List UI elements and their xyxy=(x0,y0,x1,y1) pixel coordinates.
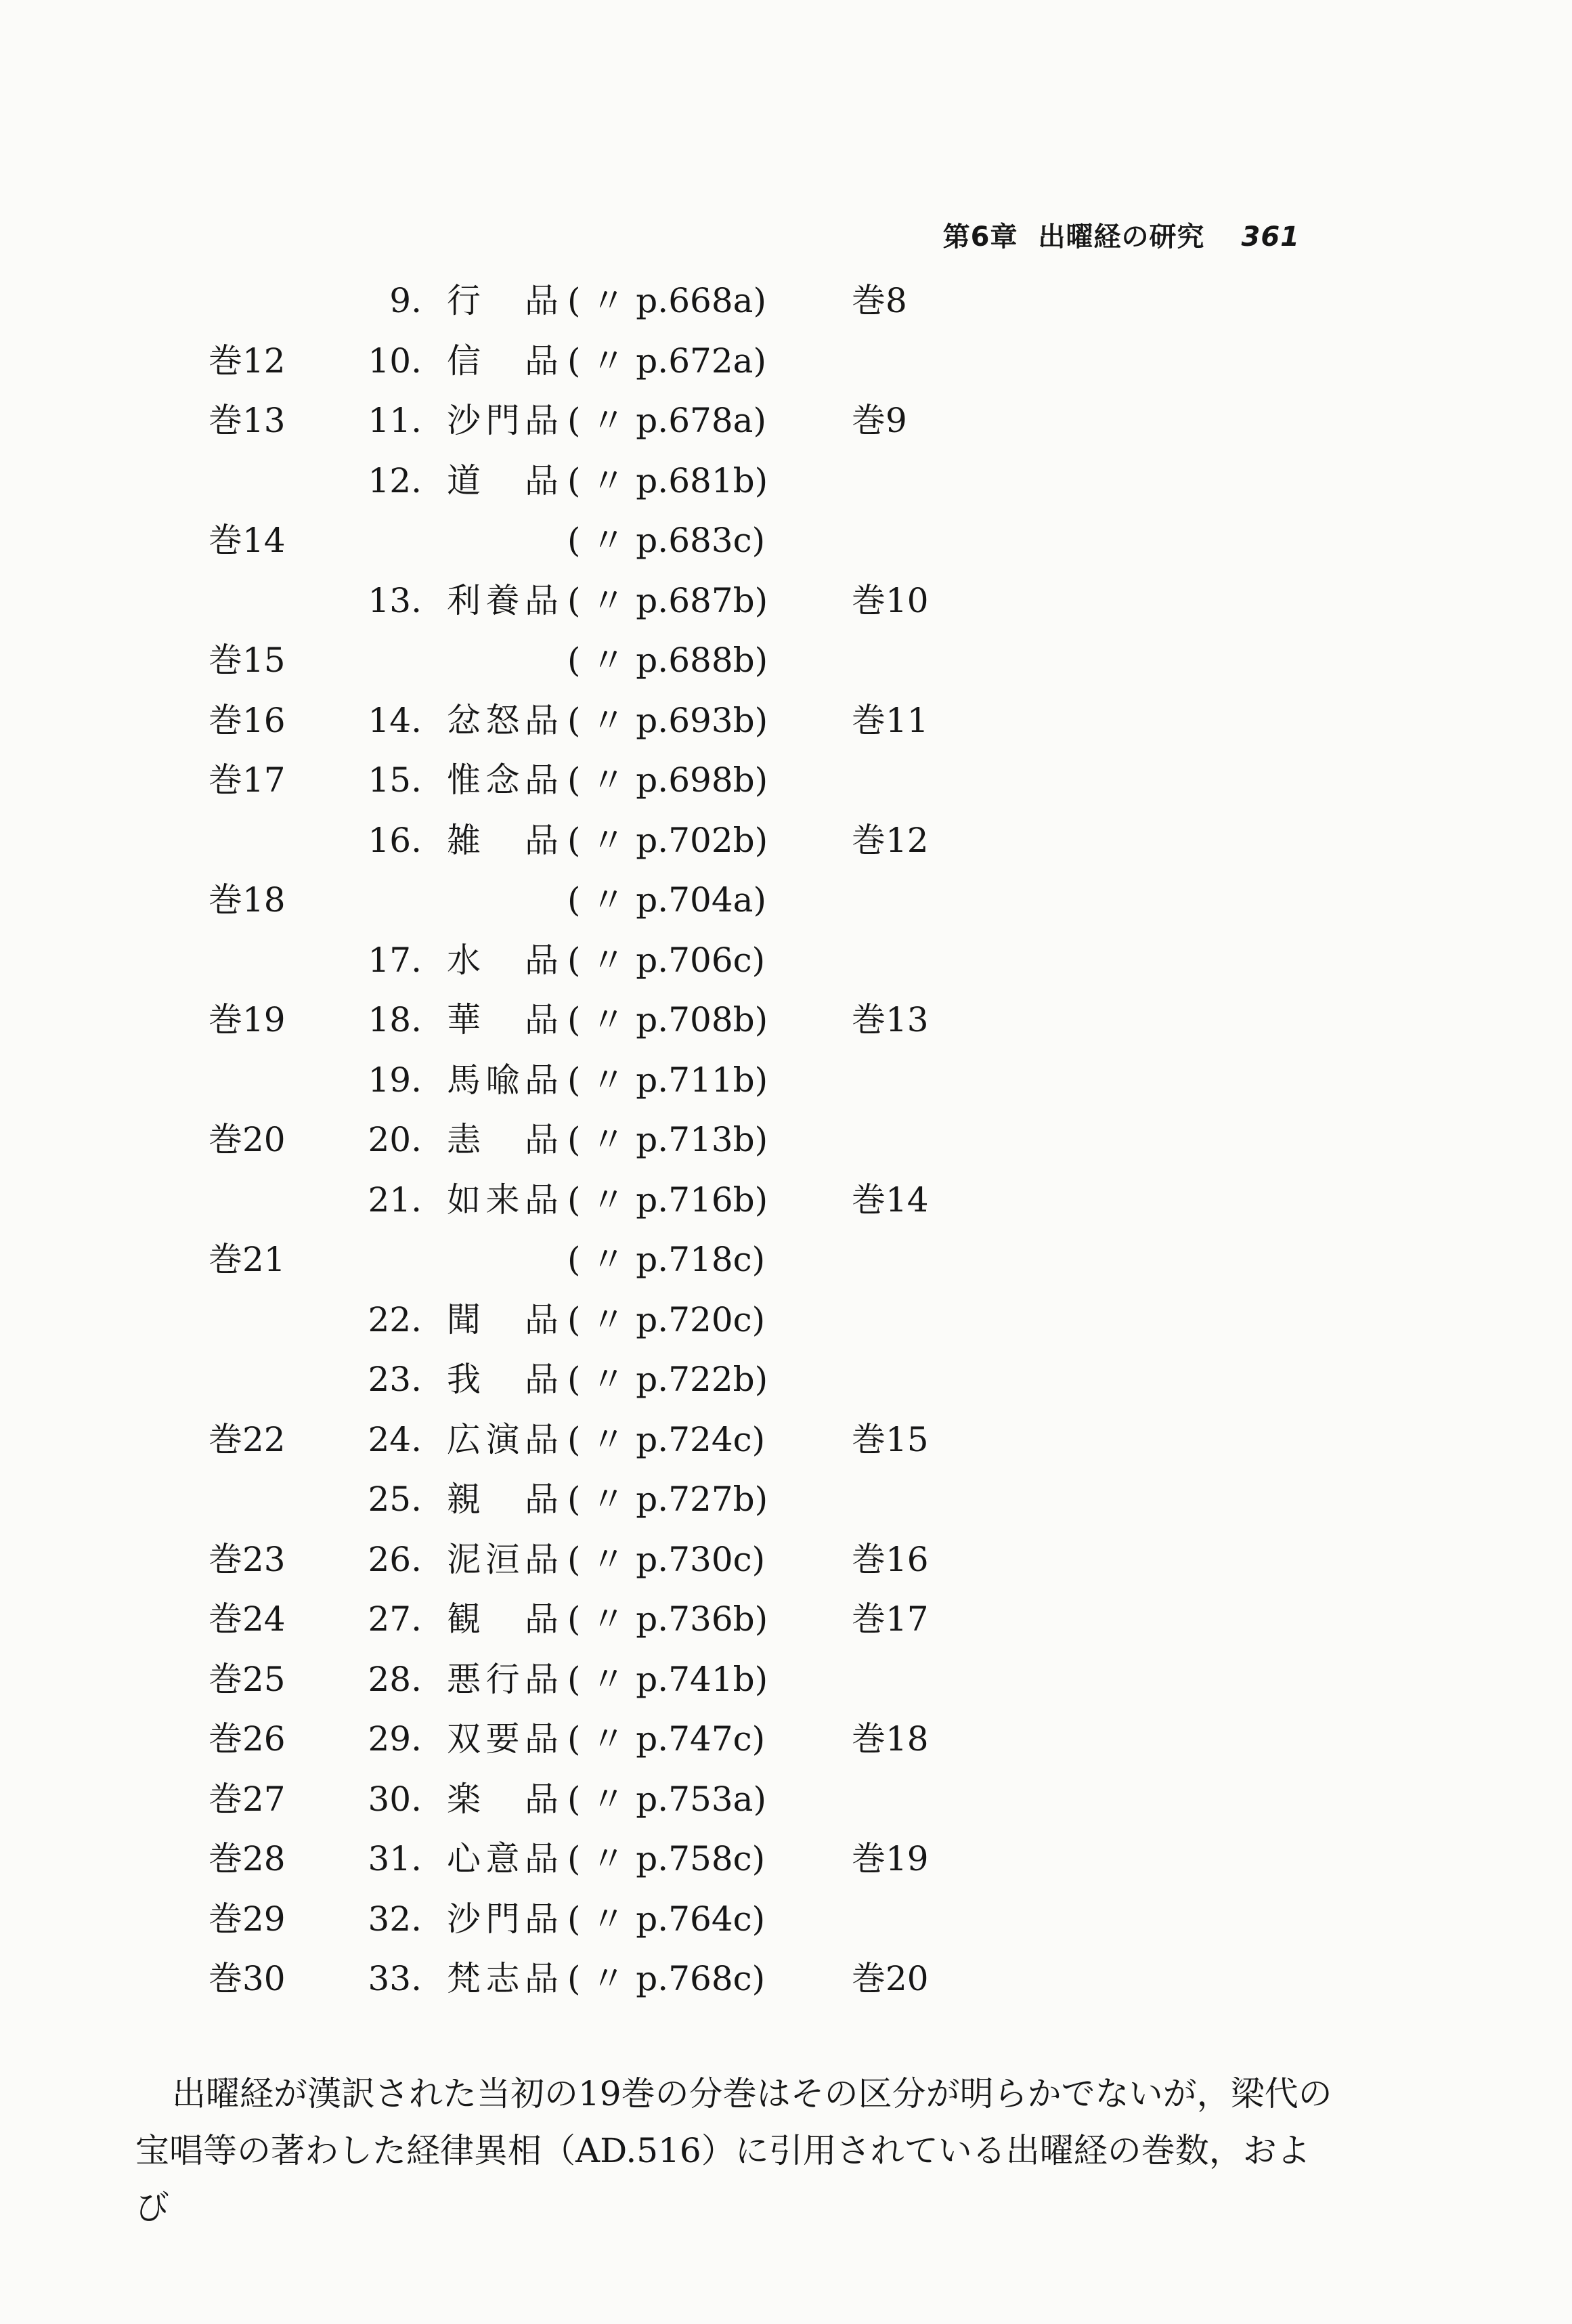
chapter-title: 行 品 xyxy=(447,281,559,320)
page-reference: ( 〃 p.668a) xyxy=(567,281,766,320)
page-reference: ( 〃 p.764c) xyxy=(567,1899,766,1939)
chapter-number: 33. xyxy=(368,1959,422,1998)
chapter-title: 出曜経の研究 xyxy=(1038,221,1205,253)
list-item xyxy=(0,1709,1572,1769)
page-reference: ( 〃 p.708b) xyxy=(567,1000,768,1039)
chapter-title: 広演品 xyxy=(447,1419,559,1459)
left-volume-label: 巻14 xyxy=(209,521,286,560)
chapter-number: 14. xyxy=(368,700,422,740)
left-volume-label: 巻24 xyxy=(209,1599,286,1639)
page-reference: ( 〃 p.718c) xyxy=(567,1240,766,1279)
chapter-number: 12. xyxy=(368,460,422,500)
right-volume-label: 巻14 xyxy=(852,1180,929,1220)
left-volume-label: 巻16 xyxy=(209,700,286,740)
page-reference: ( 〃 p.698b) xyxy=(567,760,768,800)
left-volume-label: 巻30 xyxy=(209,1959,286,1998)
list-item xyxy=(0,990,1572,1050)
left-volume-label: 巻12 xyxy=(209,341,286,381)
list-item xyxy=(0,930,1572,991)
page-reference: ( 〃 p.730c) xyxy=(567,1539,766,1579)
chapter-title: 沙門品 xyxy=(447,401,559,440)
page-reference: ( 〃 p.681b) xyxy=(567,460,768,500)
page-reference: ( 〃 p.727b) xyxy=(567,1480,768,1519)
left-volume-label: 巻18 xyxy=(209,880,286,920)
chapter-number: 10. xyxy=(368,341,422,381)
page-reference: ( 〃 p.741b) xyxy=(567,1659,768,1699)
chapter-number: 19. xyxy=(368,1060,422,1100)
list-item xyxy=(0,1350,1572,1410)
list-item xyxy=(0,271,1572,331)
chapter-title: 忿怒品 xyxy=(447,700,559,740)
right-volume-label: 巻9 xyxy=(852,401,907,440)
chapter-title: 梵志品 xyxy=(447,1959,559,1998)
page-reference: ( 〃 p.753a) xyxy=(567,1779,766,1819)
chapter-number: 32. xyxy=(368,1899,422,1939)
list-item xyxy=(0,1290,1572,1350)
page-reference: ( 〃 p.768c) xyxy=(567,1959,766,1998)
chapter-title: 泥洹品 xyxy=(447,1539,559,1579)
chapter-title: 利養品 xyxy=(447,580,559,620)
chapter-number: 16. xyxy=(368,820,422,860)
chapter-title: 楽 品 xyxy=(447,1779,559,1819)
list-item xyxy=(0,1829,1572,1889)
list-item xyxy=(0,811,1572,871)
chapter-number: 26. xyxy=(368,1539,422,1579)
chapter-number: 9. xyxy=(389,281,422,320)
chapter-number: 31. xyxy=(368,1839,422,1878)
page-reference: ( 〃 p.704a) xyxy=(567,880,766,920)
page-reference: ( 〃 p.711b) xyxy=(567,1060,768,1100)
list-item xyxy=(0,630,1572,691)
page-reference: ( 〃 p.720c) xyxy=(567,1299,766,1339)
chapter-number: 11. xyxy=(368,401,422,440)
right-volume-label: 巻13 xyxy=(852,1000,929,1039)
list-item xyxy=(0,750,1572,811)
page-reference: ( 〃 p.747c) xyxy=(567,1719,766,1759)
chapter-number: 23. xyxy=(368,1360,422,1399)
body-paragraph: 出曜経が漢訳された当初の19巻の分巻はその区分が明らかでないが，梁代の宝唱等の著わした経律異相（AD.516）に引用されている出曜経の巻数，および xyxy=(135,2074,1332,2227)
right-volume-label: 巻10 xyxy=(852,580,929,620)
list-item xyxy=(0,1110,1572,1170)
right-volume-label: 巻19 xyxy=(852,1839,929,1878)
page-reference: ( 〃 p.693b) xyxy=(567,700,768,740)
chapter-title: 惟念品 xyxy=(447,760,559,800)
page-reference: ( 〃 p.758c) xyxy=(567,1839,766,1878)
chapter-number: 29. xyxy=(368,1719,422,1759)
chapter-title: 道 品 xyxy=(447,460,559,500)
left-volume-label: 巻28 xyxy=(209,1839,286,1878)
right-volume-label: 巻16 xyxy=(852,1539,929,1579)
right-volume-label: 巻17 xyxy=(852,1599,929,1639)
chapter-title: 華 品 xyxy=(447,1000,559,1039)
right-volume-label: 巻18 xyxy=(852,1719,929,1759)
chapter-number: 24. xyxy=(368,1419,422,1459)
page-number: 361 xyxy=(1241,221,1300,253)
page-reference: ( 〃 p.713b) xyxy=(567,1120,768,1159)
left-volume-label: 巻29 xyxy=(209,1899,286,1939)
list-item xyxy=(0,691,1572,751)
chapter-title: 如来品 xyxy=(447,1180,559,1220)
list-item xyxy=(0,1410,1572,1470)
page-reference: ( 〃 p.716b) xyxy=(567,1180,768,1220)
left-volume-label: 巻19 xyxy=(209,1000,286,1039)
list-item xyxy=(0,1170,1572,1230)
right-volume-label: 巻15 xyxy=(852,1419,929,1459)
list-item xyxy=(0,1589,1572,1650)
chapter-title: 恚 品 xyxy=(447,1120,559,1159)
chapter-number: 28. xyxy=(368,1659,422,1699)
page-reference: ( 〃 p.688b) xyxy=(567,641,768,680)
chapter-title: 馬喩品 xyxy=(447,1060,559,1100)
list-item xyxy=(0,1769,1572,1830)
left-volume-label: 巻27 xyxy=(209,1779,286,1819)
chapter-number: 27. xyxy=(368,1599,422,1639)
chapter-number: 21. xyxy=(368,1180,422,1220)
chapter-title: 雑 品 xyxy=(447,820,559,860)
page-reference: ( 〃 p.724c) xyxy=(567,1419,766,1459)
chapter-title: 沙門品 xyxy=(447,1899,559,1939)
list-item xyxy=(0,1530,1572,1590)
page-reference: ( 〃 p.706c) xyxy=(567,940,766,980)
chapter-number: 17. xyxy=(368,940,422,980)
right-volume-label: 巻8 xyxy=(852,281,907,320)
list-item xyxy=(0,1050,1572,1111)
page-reference: ( 〃 p.672a) xyxy=(567,341,766,381)
page-reference: ( 〃 p.687b) xyxy=(567,580,768,620)
right-volume-label: 巻12 xyxy=(852,820,929,860)
right-volume-label: 巻11 xyxy=(852,700,929,740)
chapter-number: 15. xyxy=(368,760,422,800)
page-reference: ( 〃 p.736b) xyxy=(567,1599,768,1639)
left-volume-label: 巻26 xyxy=(209,1719,286,1759)
chapter-number: 30. xyxy=(368,1779,422,1819)
chapter-title: 悪行品 xyxy=(447,1659,559,1699)
chapter-title: 双要品 xyxy=(447,1719,559,1759)
chapter-number: 20. xyxy=(368,1120,422,1159)
chapter-number: 13. xyxy=(368,580,422,620)
list-item xyxy=(0,451,1572,511)
running-header xyxy=(943,215,1300,254)
list-item xyxy=(0,1230,1572,1290)
chapter-number: 22. xyxy=(368,1299,422,1339)
list-item xyxy=(0,1650,1572,1710)
page-reference: ( 〃 p.722b) xyxy=(567,1360,768,1399)
page-reference: ( 〃 p.678a) xyxy=(567,401,766,440)
chapter-title: 我 品 xyxy=(447,1360,559,1399)
chapter-title: 水 品 xyxy=(447,940,559,980)
list-item xyxy=(0,1889,1572,1950)
chapter-title: 親 品 xyxy=(447,1480,559,1519)
list-item xyxy=(0,511,1572,571)
left-volume-label: 巻13 xyxy=(209,401,286,440)
chapter-number: 18. xyxy=(368,1000,422,1039)
left-volume-label: 巻22 xyxy=(209,1419,286,1459)
left-volume-label: 巻21 xyxy=(209,1240,286,1279)
chapter-title: 観 品 xyxy=(447,1599,559,1639)
page-reference: ( 〃 p.683c) xyxy=(567,521,766,560)
page-reference: ( 〃 p.702b) xyxy=(567,820,768,860)
left-volume-label: 巻15 xyxy=(209,641,286,680)
left-volume-label: 巻23 xyxy=(209,1539,286,1579)
list-item xyxy=(0,1469,1572,1530)
chapter-number: 25. xyxy=(368,1480,422,1519)
chapter-title: 信 品 xyxy=(447,341,559,381)
chapter-label: 第6章 xyxy=(942,221,1018,253)
left-volume-label: 巻20 xyxy=(209,1120,286,1159)
chapter-title: 聞 品 xyxy=(447,1299,559,1339)
right-volume-label: 巻20 xyxy=(852,1959,929,1998)
chapter-title: 心意品 xyxy=(447,1839,559,1878)
list-item xyxy=(0,1949,1572,2009)
list-item xyxy=(0,331,1572,391)
list-item xyxy=(0,571,1572,631)
left-volume-label: 巻17 xyxy=(209,760,286,800)
chapter-list xyxy=(0,271,1572,2009)
left-volume-label: 巻25 xyxy=(209,1659,286,1699)
list-item xyxy=(0,391,1572,451)
list-item xyxy=(0,870,1572,930)
